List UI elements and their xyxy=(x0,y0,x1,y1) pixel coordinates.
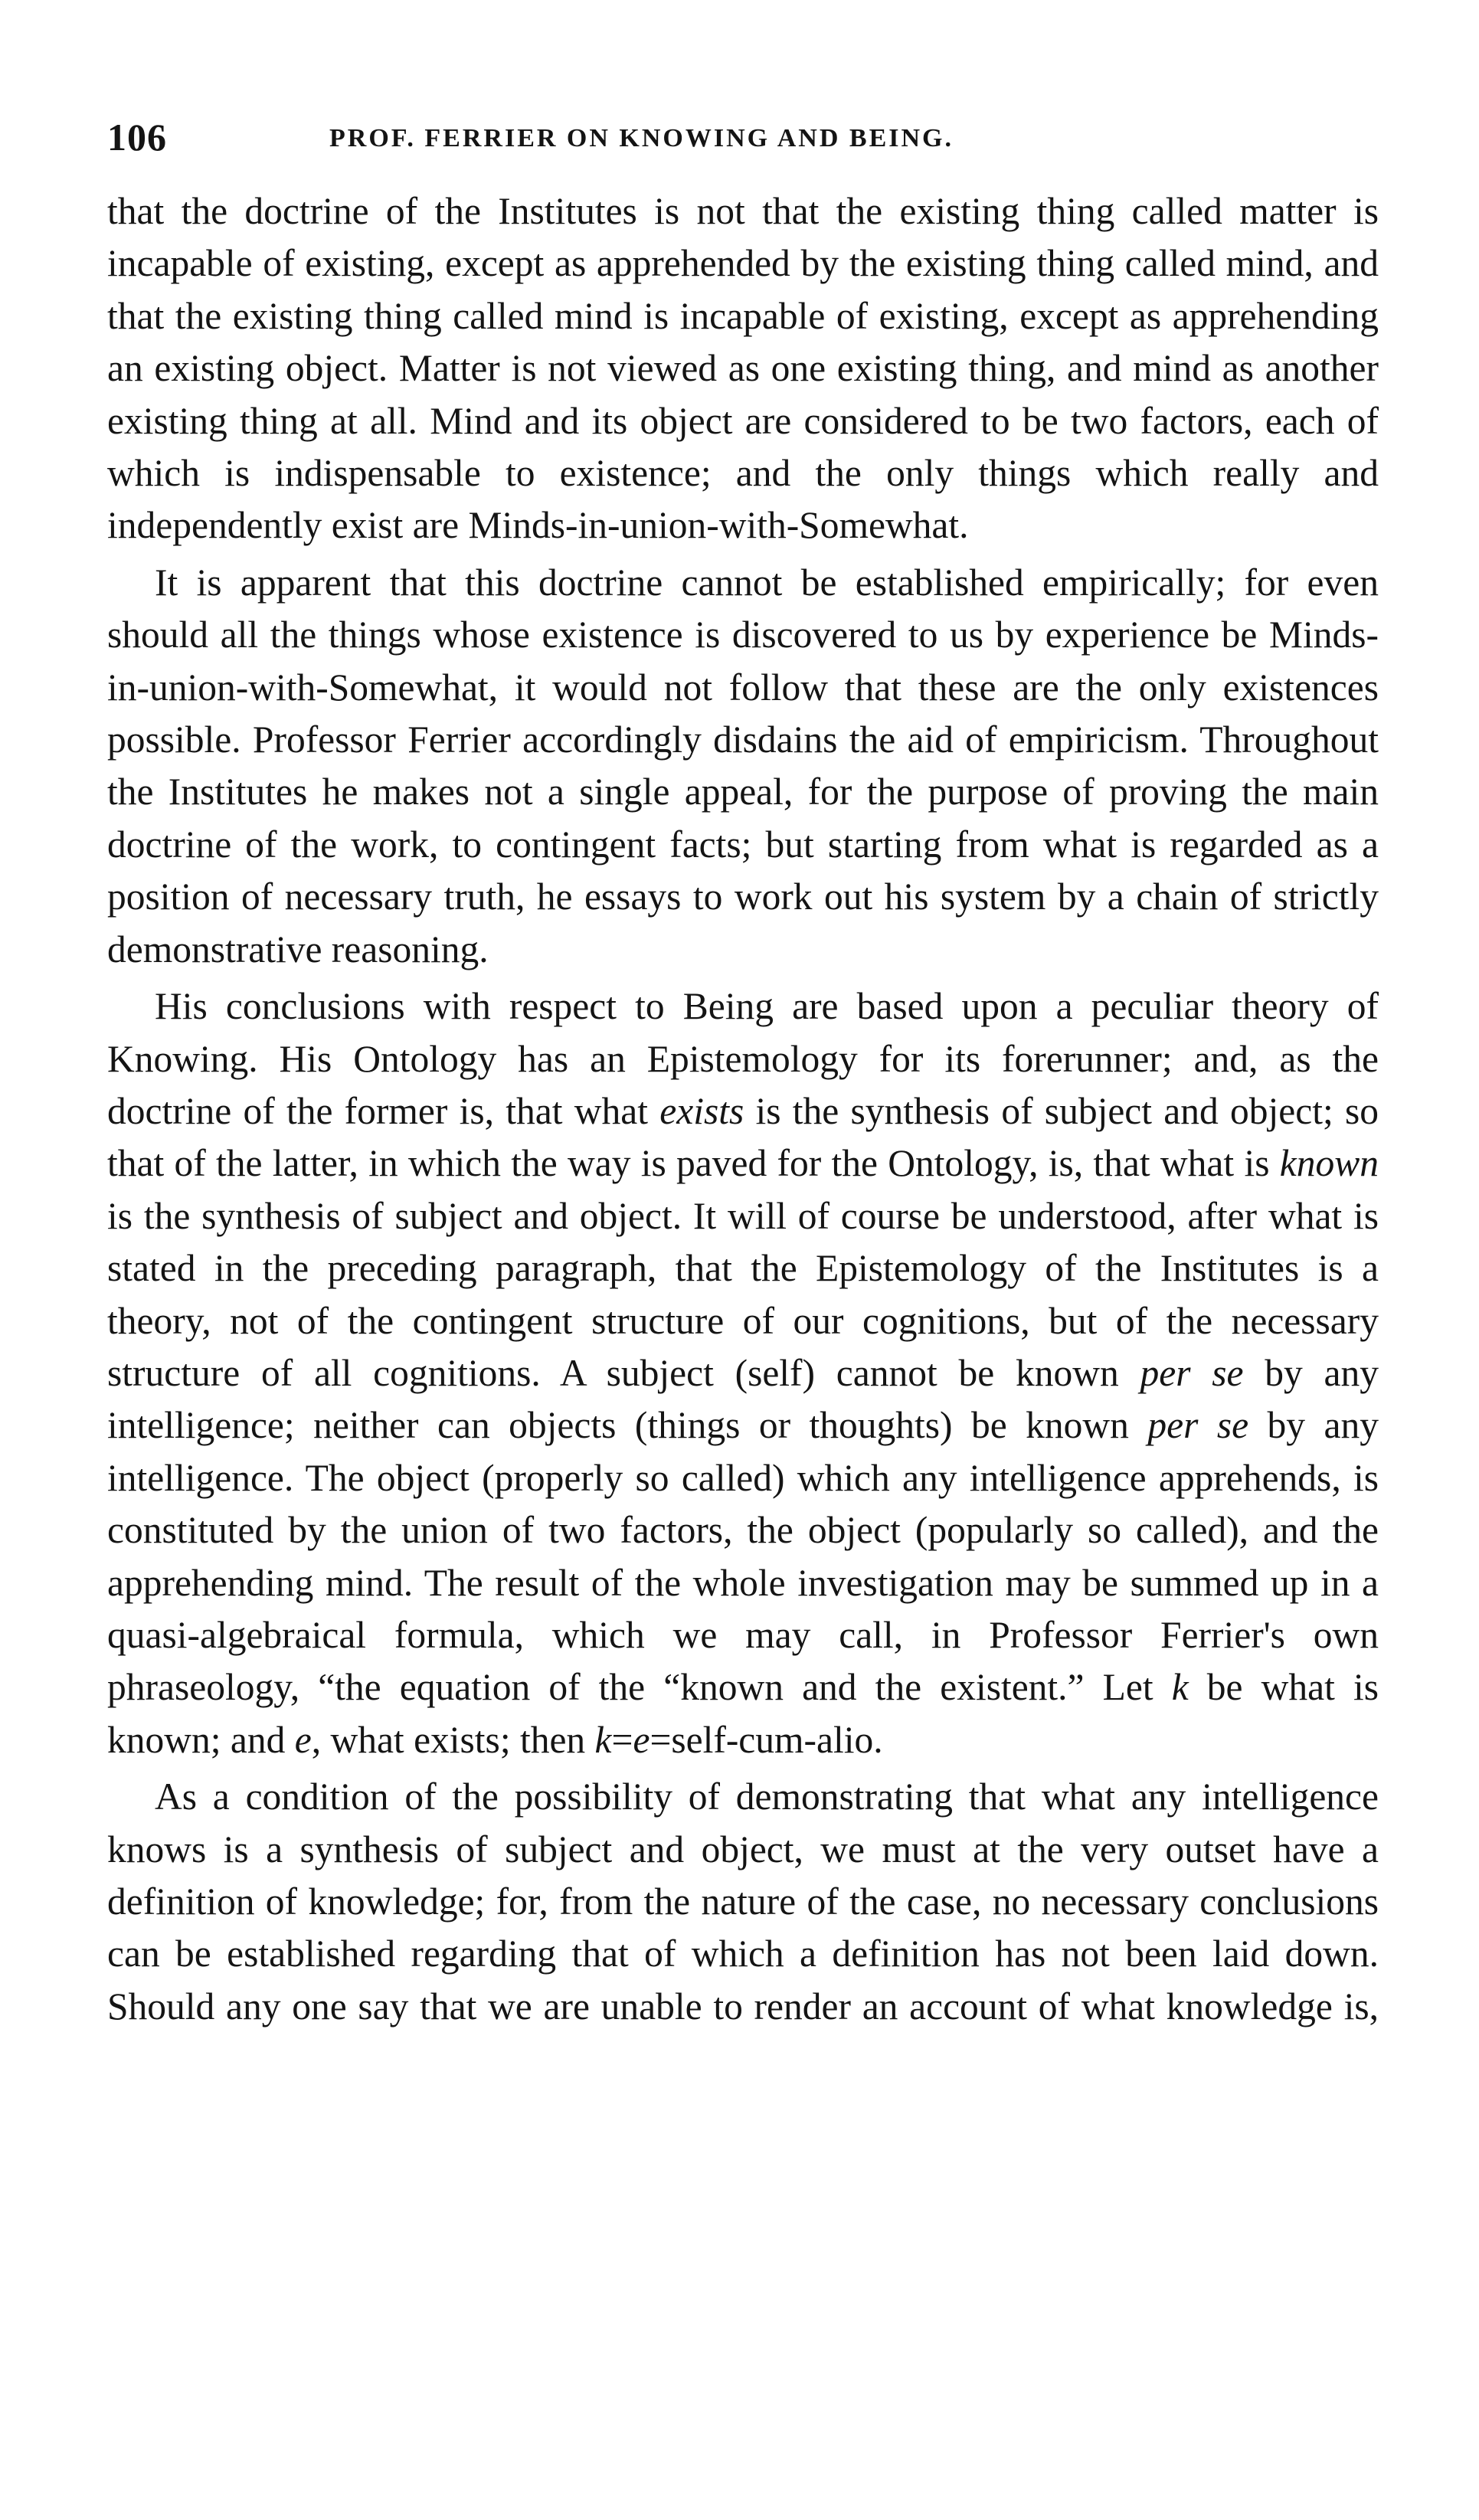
page-number: 106 xyxy=(107,116,167,159)
paragraph-4: As a condition of the possibility of demonstrating that what any intelligence knows is a synthesis of subject and object, we must at the very outset have a definition of knowledge; for, from the nature of the case, no necessary conclusions can be established regarding that of which a definition has not been laid down. Should any one say that we are unable to render an account of what knowledge is, xyxy=(107,1775,1379,2027)
formula-k: k xyxy=(594,1718,612,1761)
emphasis-k: k xyxy=(1171,1666,1189,1709)
emphasis-known: known xyxy=(1279,1142,1379,1185)
emphasis-per-se: per se xyxy=(1147,1404,1249,1447)
paragraph-3-text: , what exists; then xyxy=(311,1718,595,1761)
running-title: PROF. FERRIER ON KNOWING AND BEING. xyxy=(329,124,954,152)
emphasis-e: e xyxy=(294,1718,312,1761)
paragraph-2: It is apparent that this doctrine cannot be established empirically; for even should all the things whose existence is discovered to us by experience be Minds-in-union-with-Somewhat, it would not follow that these are the only existences possible. Professor Ferrier accordingly disdains the aid of empiricism. Throughout the Institutes he makes not a single appeal, for the purpose of proving the main doctrine of the work, to contingent facts; but starting from what is regarded as a position of necessary truth, he essays to work out his system by a chain of strictly demonstrative reasoning. xyxy=(107,561,1379,970)
paragraph-3-text: by any intelligence; neither can objects (things or thoughts) be known xyxy=(107,1351,1379,1447)
formula-rest: =self-cum-alio. xyxy=(650,1718,883,1761)
paragraph-3 xyxy=(107,980,1379,1766)
emphasis-exists: exists xyxy=(659,1089,744,1132)
paragraph-3-text: is the synthesis of subject and object. It will of course be understood, after what is stated in the preceding paragraph, that the Epistemology of the Institutes is a theory, not of the contingent structure of our cognitions, but of the necessary structure of all cognitions. A subject (self) cannot be known xyxy=(107,1194,1379,1394)
paragraph-1: that the doctrine of the Institutes is not that the existing thing called matter is incapable of existing, except as apprehended by the existing thing called mind, and that the existing thing called mind is incapable of existing, except as apprehending an existing object. Matter is not viewed as one existing thing, and mind as another existing thing at all. Mind and its object are considered to be two factors, each of which is indispensable to existence; and the only things which really and independently exist are Minds-in-union-with-Somewhat. xyxy=(107,190,1379,547)
formula-e: e xyxy=(633,1718,650,1761)
paragraph-3-text: is the synthesis of subject and object; so that of the latter, in which the way is paved for the Ontology, is, that what is xyxy=(107,1089,1379,1185)
paragraph-3-text: be what is known; and xyxy=(107,1666,1379,1761)
document-page xyxy=(107,115,1379,2037)
formula-equals: = xyxy=(611,1718,633,1761)
emphasis-per-se: per se xyxy=(1140,1351,1244,1394)
paragraph-3-text: by any intelligence. The object (properly so called) which any intelligence apprehends, is constituted by the union of two factors, the object (popularly so called), and the apprehending mind. The result of the whole investigation may be summed up in a quasi-algebraical formula, which we may call, in Professor Ferrier's own phraseology, “the equation of the “known and the existent.” Let xyxy=(107,1404,1379,1709)
paragraph-3-text: His conclusions with respect to Being are based upon a peculiar theory of Knowing. His Ontology has an Epistemology for its forerunner; and, as the doctrine of the former is, that what xyxy=(107,985,1379,1132)
running-head xyxy=(107,115,1379,169)
